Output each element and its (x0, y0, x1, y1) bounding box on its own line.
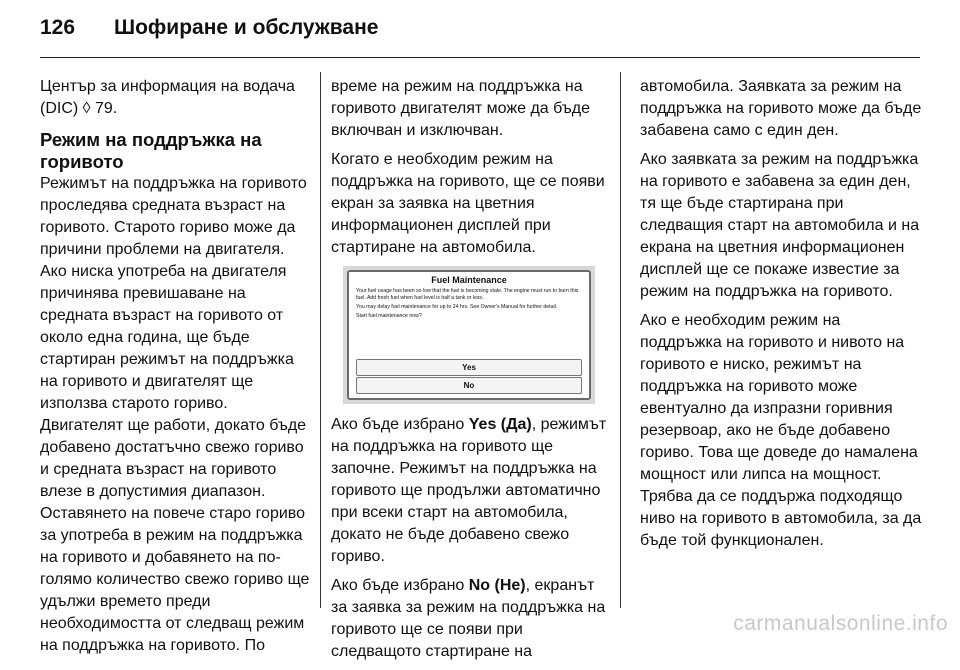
paragraph: Ако е необходим режим на поддръжка на горивото и нивото на горивото е ниско, режимът на поддръжка на горивото може евентуално да изпразни горивния резервоар, ако не бъде добавено гориво. Това ще доведе до намалена мощност или липса на мощност. Трябва да се поддържа подходящо ниво на горивото в автомобила, за да бъде той функционален. (640, 312, 922, 549)
paragraph: автомобила. Заявката за режим на поддръжка на горивото може да бъде забавена само с един ден. (640, 78, 922, 139)
screen-line: Your fuel usage has been so low that the fuel is becoming stale. The engine must run to burn this fuel. Add fresh fuel when fuel level is half a tank or less. (356, 288, 579, 301)
column-divider (320, 72, 321, 608)
paragraph: Когато е необходим режим на поддръжка на горивото, ще се появи екран за заявка на цветния информационен дисплей при стартиране на автомобила. (331, 151, 605, 256)
column-divider (620, 72, 621, 608)
paragraph (331, 414, 609, 568)
body-paragraph: Режимът на поддръжка на горивото проследява средната възраст на горивото. Старото гориво може да причини проблеми на двигателя. Ако ниска употреба на двигателя причинява превишаване на средната възраст на горивото от около една година, ще бъде стартиран режимът на поддръжка на горивото и двигателят ще използва старото гориво. Двигателят ще работи, докато бъде добавено достатъчно свежо гориво и средната възраст на горивото влезе в допустимия диапазон. Оставянето на повече старо гориво за употреба в режим на поддръжка на горивото и добавянето на по-голямо количество свежо гориво ще удължи времето преди необходимостта от следващ режим на поддръжка на горивото. По (40, 175, 310, 654)
text: Ако бъде избрано (331, 416, 469, 433)
page-header (40, 14, 920, 42)
screen-yes-button: Yes (356, 359, 582, 376)
section-heading: Режим на поддръжка на горивото (40, 129, 262, 172)
yes-option: Yes (Да) (468, 416, 532, 433)
section-title: Шофиране и обслужване (114, 16, 379, 39)
screen-line: Start fuel maintenance now? (356, 313, 422, 319)
header-rule (40, 57, 920, 58)
paragraph: време на режим на поддръжка на горивото двигателят може да бъде включван и изключван. (331, 78, 590, 139)
column-2 (331, 76, 609, 670)
paragraph: Ако заявката за режим на поддръжка на горивото е забавена за един ден, тя ще бъде стартирана при следващия старт на автомобила и на екрана на цветния информационен дисплей ще се покаже известие за режим на поддръжка на горивото. (640, 151, 920, 300)
screen-title: Fuel Maintenance (431, 275, 507, 285)
screen-message (356, 288, 582, 320)
page-number: 126 (40, 16, 76, 39)
watermark: carmanualsonline.info (733, 612, 948, 635)
intro-paragraph: Център за информация на водача (DIC) ◊ 79. (40, 78, 295, 117)
screen-line: You may delay fuel maintenance for up to 24 hrs. See Owner's Manual for further detail. (356, 304, 558, 310)
text: , екранът за заявка за режим на поддръжка на горивото ще се появи при следващото стартиране на (331, 577, 606, 660)
text: Ако бъде избрано (331, 577, 469, 594)
screen-no-button: No (356, 377, 582, 394)
screen-frame (347, 270, 591, 400)
fuel-maintenance-screen-image (343, 266, 595, 404)
column-3 (640, 76, 922, 559)
column-1 (40, 76, 312, 664)
no-option: No (Не) (468, 577, 526, 594)
paragraph (331, 575, 609, 663)
text: , режимът на поддръжка на горивото ще започне. Режимът на поддръжка на горивото ще продължи автоматично при всеки старт на автомобила, докато не бъде добавено свежо гориво. (331, 416, 607, 565)
